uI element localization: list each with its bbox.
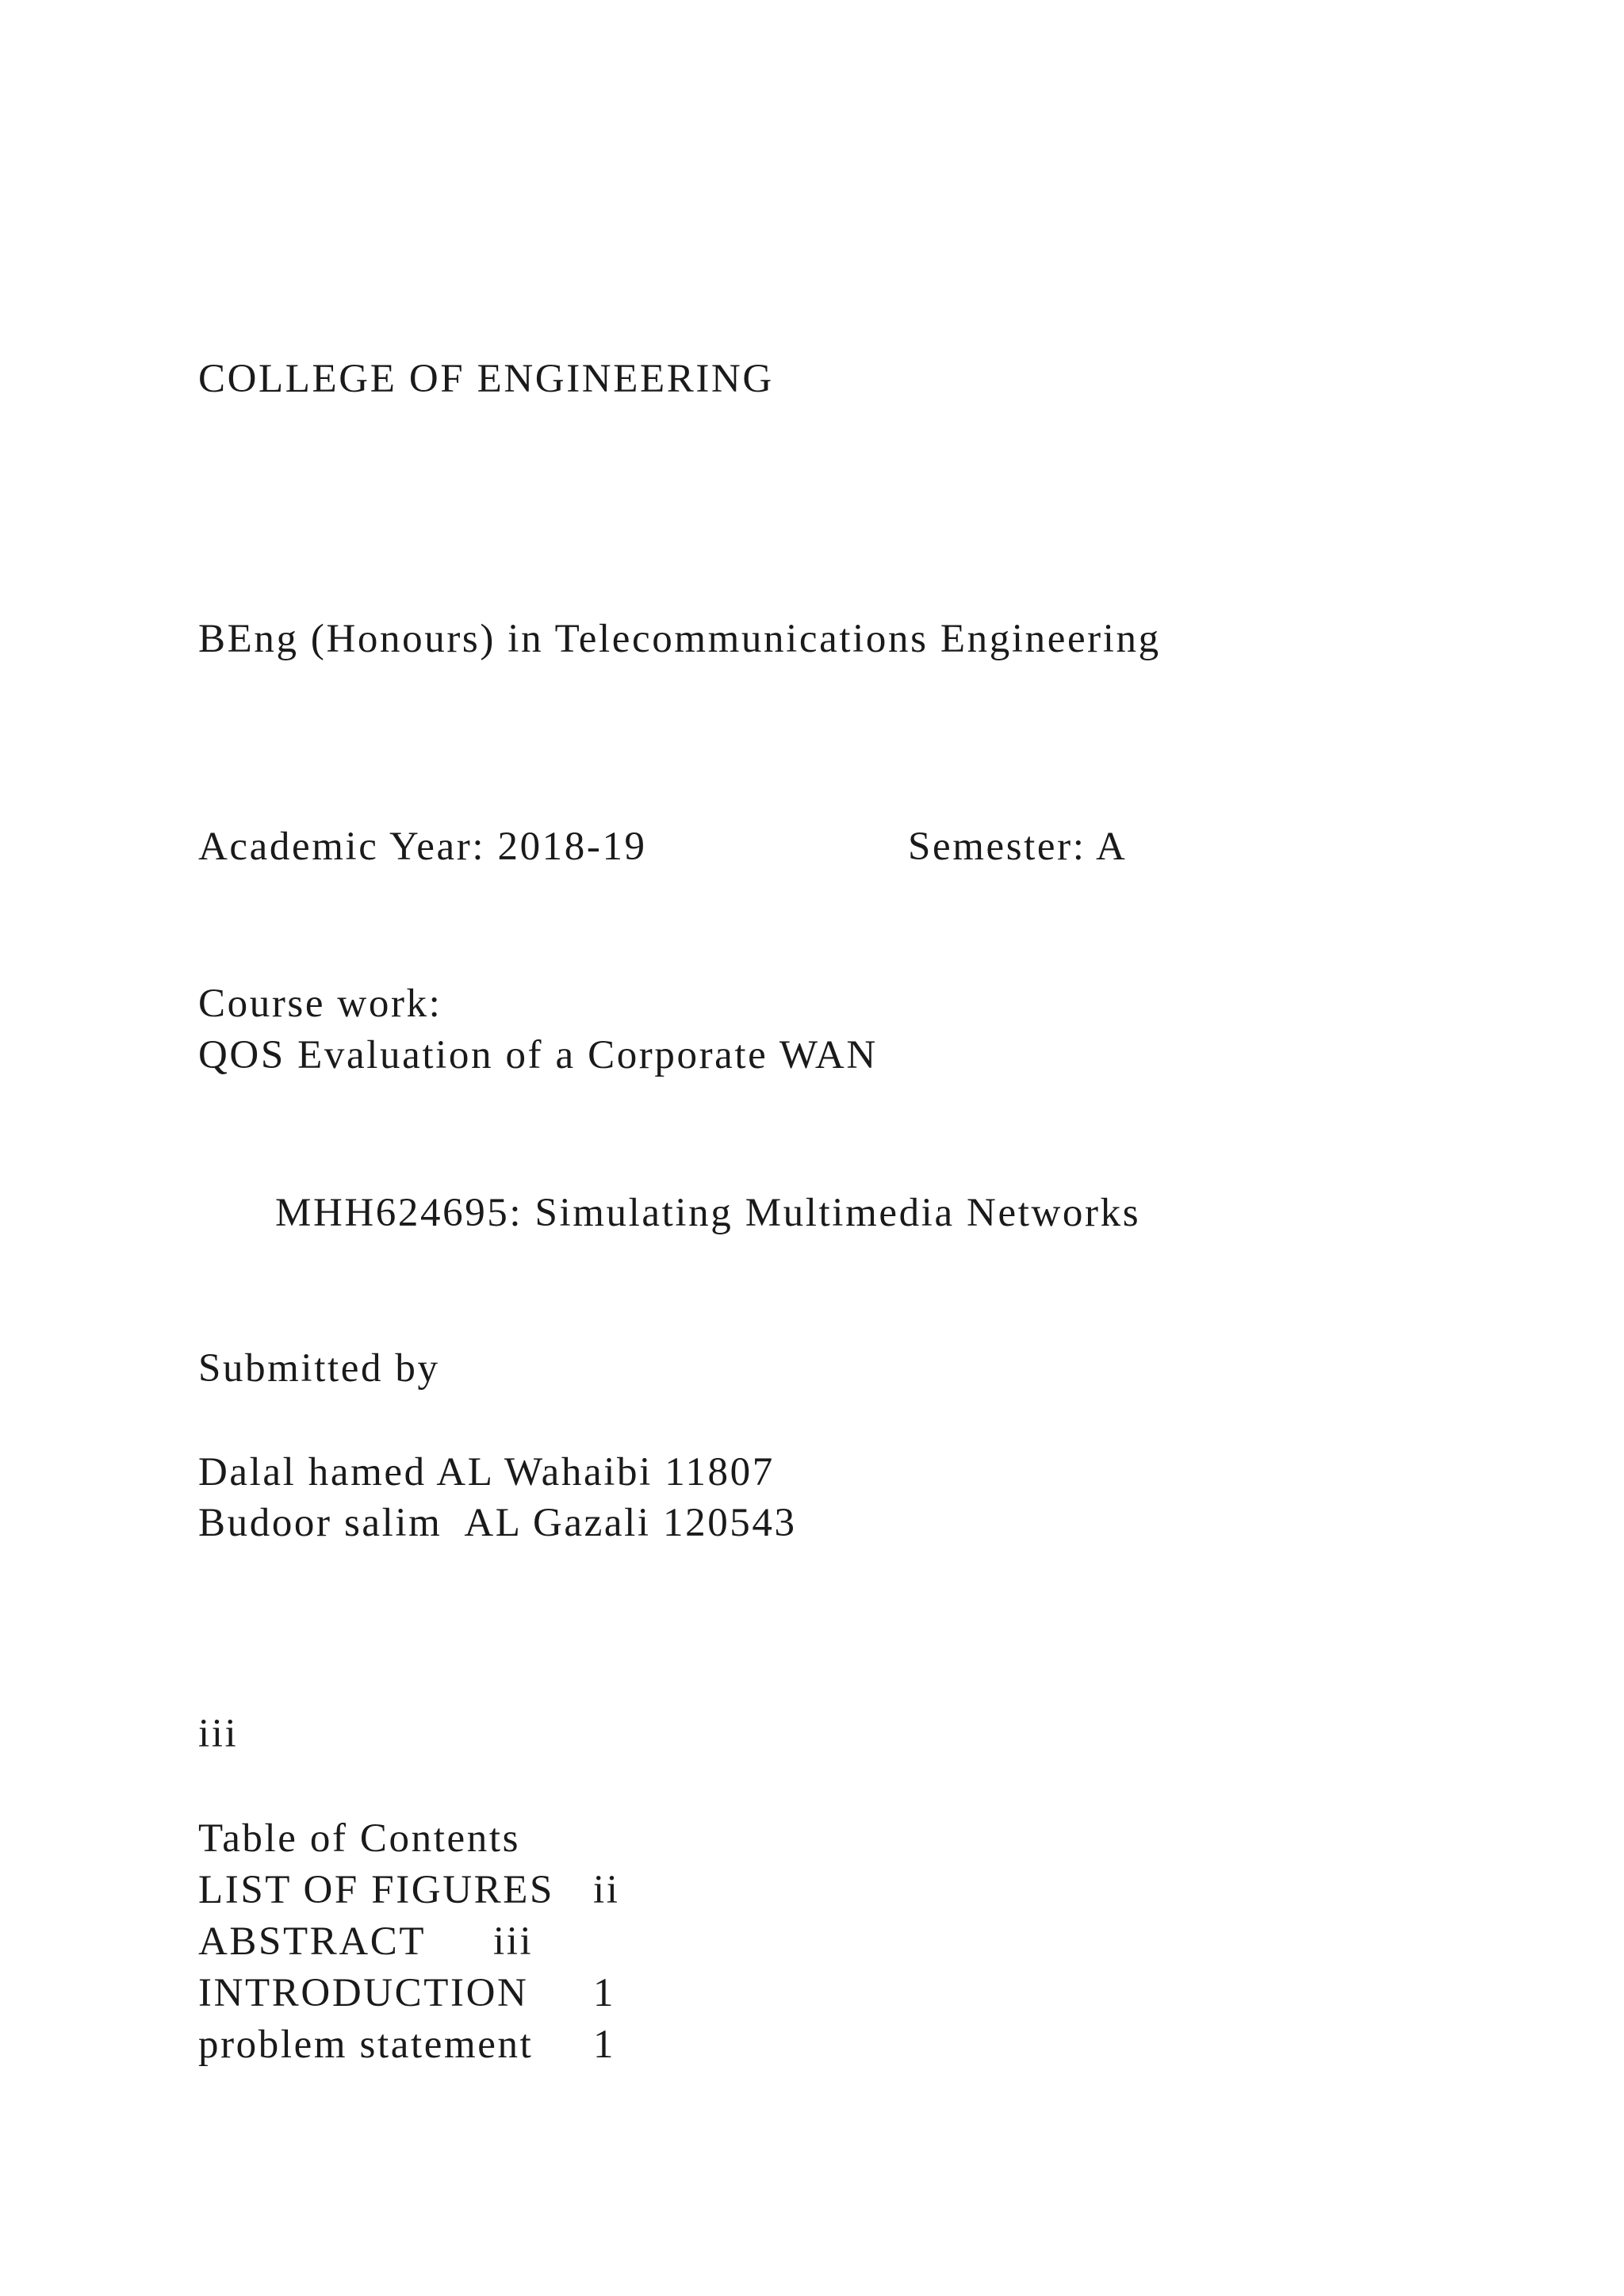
author-1: Dalal hamed AL Wahaibi 11807 xyxy=(198,1450,775,1494)
coursework-title: QOS Evaluation of a Corporate WAN xyxy=(198,1033,878,1077)
toc-entry-page: iii xyxy=(493,1919,534,1964)
toc-entry-label: LIST OF FIGURES xyxy=(198,1868,554,1912)
toc-entry-page: ii xyxy=(593,1868,620,1912)
toc-entry-page: 1 xyxy=(593,1971,616,2015)
module-title: MHH624695: Simulating Multimedia Networks xyxy=(275,1191,1141,1235)
toc-entry-page: 1 xyxy=(593,2022,616,2067)
toc-entry-label: INTRODUCTION xyxy=(198,1971,529,2015)
submitted-by-label: Submitted by xyxy=(198,1346,440,1391)
coursework-label: Course work: xyxy=(198,982,442,1026)
toc-title: Table of Contents xyxy=(198,1816,521,1861)
author-2: Budoor salim AL Gazali 120543 xyxy=(198,1501,797,1545)
programme-title: BEng (Honours) in Telecommunications Engineering xyxy=(198,617,1161,661)
toc-entry-label: problem statement xyxy=(198,2022,534,2067)
semester: Semester: A xyxy=(908,825,1128,869)
academic-year: Academic Year: 2018-19 xyxy=(198,825,647,869)
page-number: iii xyxy=(198,1712,239,1756)
college-heading: COLLEGE OF ENGINEERING xyxy=(198,357,774,401)
toc-entry-label: ABSTRACT xyxy=(198,1919,427,1964)
